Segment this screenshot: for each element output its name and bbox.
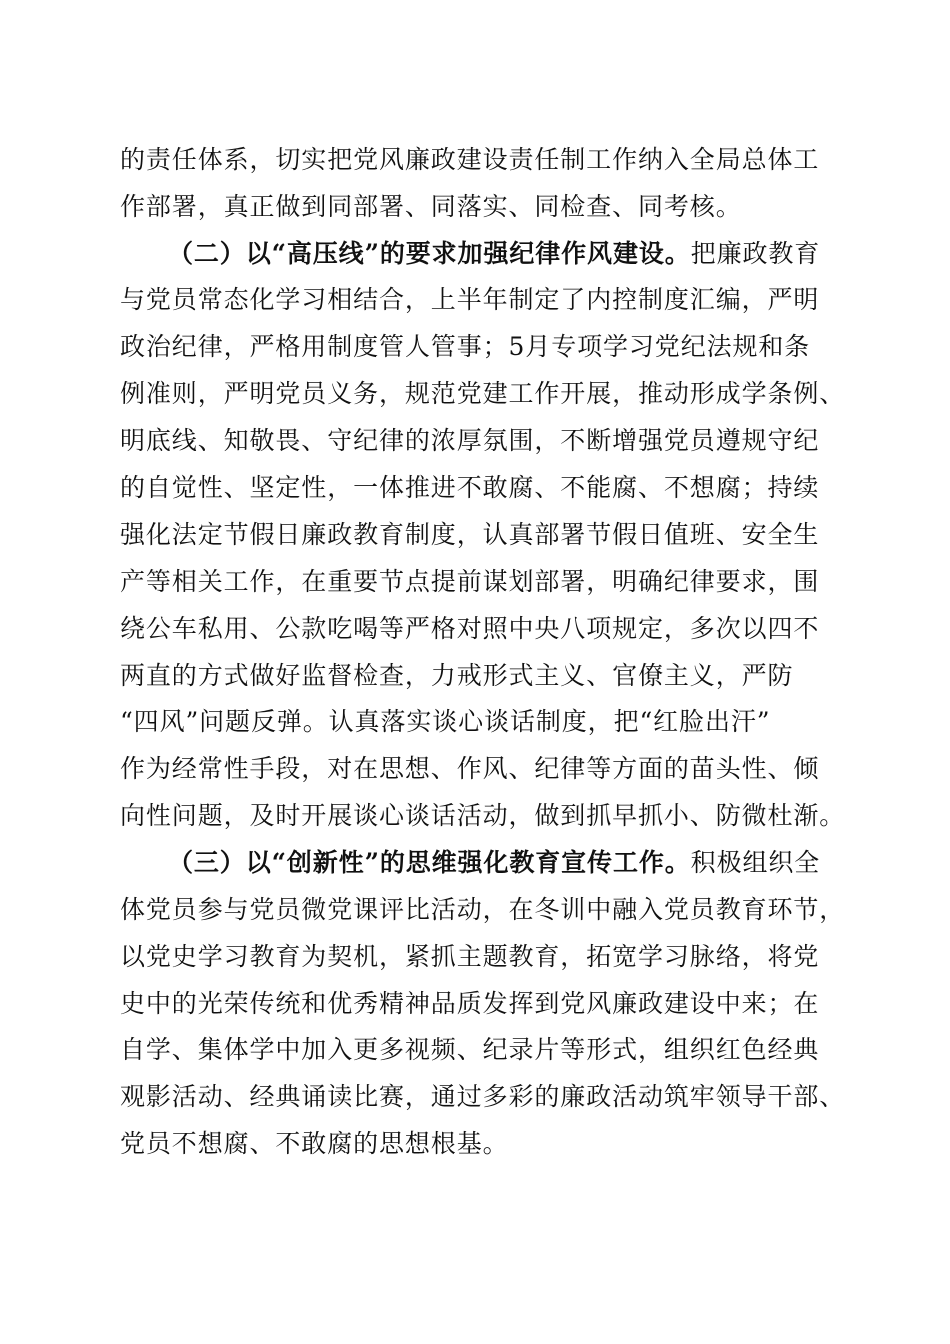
section2-line: 作为经常性手段，对在思想、作风、纪律等方面的苗头性、倾 [120, 754, 820, 783]
section2-first-line [168, 239, 820, 269]
section2-line: 明底线、知敬畏、守纪律的浓厚氛围，不断增强党员遵规守纪 [120, 426, 820, 455]
section2-line: 与党员常态化学习相结合，上半年制定了内控制度汇编，严明 [120, 285, 820, 314]
section2-line: 强化法定节假日廉政教育制度，认真部署节假日值班、安全生 [120, 520, 820, 549]
section3-line: 以党史学习教育为契机，紧抓主题教育，拓宽学习脉络，将党 [120, 942, 820, 971]
section2-line: 绕公车私用、公款吃喝等严格对照中央八项规定，多次以四不 [120, 614, 820, 643]
section3-first-line [168, 848, 820, 878]
section3-line: 史中的光荣传统和优秀精神品质发挥到党风廉政建设中来；在 [120, 989, 820, 1018]
section2-line: 例准则，严明党员义务，规范党建工作开展，推动形成学条例、 [120, 379, 846, 408]
section2-line: 的自觉性、坚定性，一体推进不敢腐、不能腐、不想腐；持续 [120, 473, 820, 502]
section3-line: 体党员参与党员微党课评比活动，在冬训中融入党员教育环节， [120, 895, 846, 924]
section2-first-line-rest: 把廉政教育 [690, 239, 821, 268]
section2-heading: （二）以“高压线”的要求加强纪律作风建设。 [168, 239, 691, 268]
intro-line-2: 作部署，真正做到同部署、同落实、同检查、同考核。 [120, 192, 742, 221]
section2-line: “四风”问题反弹。认真落实谈心谈话制度，把“红脸出汗” [120, 707, 771, 736]
section2-line: 政治纪律，严格用制度管人管事；5月专项学习党纪法规和条 [120, 332, 811, 361]
section2-line: 向性问题，及时开展谈心谈话活动，做到抓早抓小、防微杜渐。 [120, 801, 846, 830]
section3-line: 观影活动、经典诵读比赛，通过多彩的廉政活动筑牢领导干部、 [120, 1082, 846, 1111]
section3-line: 党员不想腐、不敢腐的思想根基。 [120, 1129, 509, 1158]
section3-first-line-rest: 积极组织全 [690, 848, 821, 877]
section3-heading: （三）以“创新性”的思维强化教育宣传工作。 [168, 848, 691, 877]
intro-line-1: 的责任体系，切实把党风廉政建设责任制工作纳入全局总体工 [120, 145, 820, 174]
section2-line: 两直的方式做好监督检查，力戒形式主义、官僚主义，严防 [120, 661, 794, 690]
section2-line: 产等相关工作，在重要节点提前谋划部署，明确纪律要求，围 [120, 567, 820, 596]
section3-line: 自学、集体学中加入更多视频、纪录片等形式，组织红色经典 [120, 1035, 820, 1064]
